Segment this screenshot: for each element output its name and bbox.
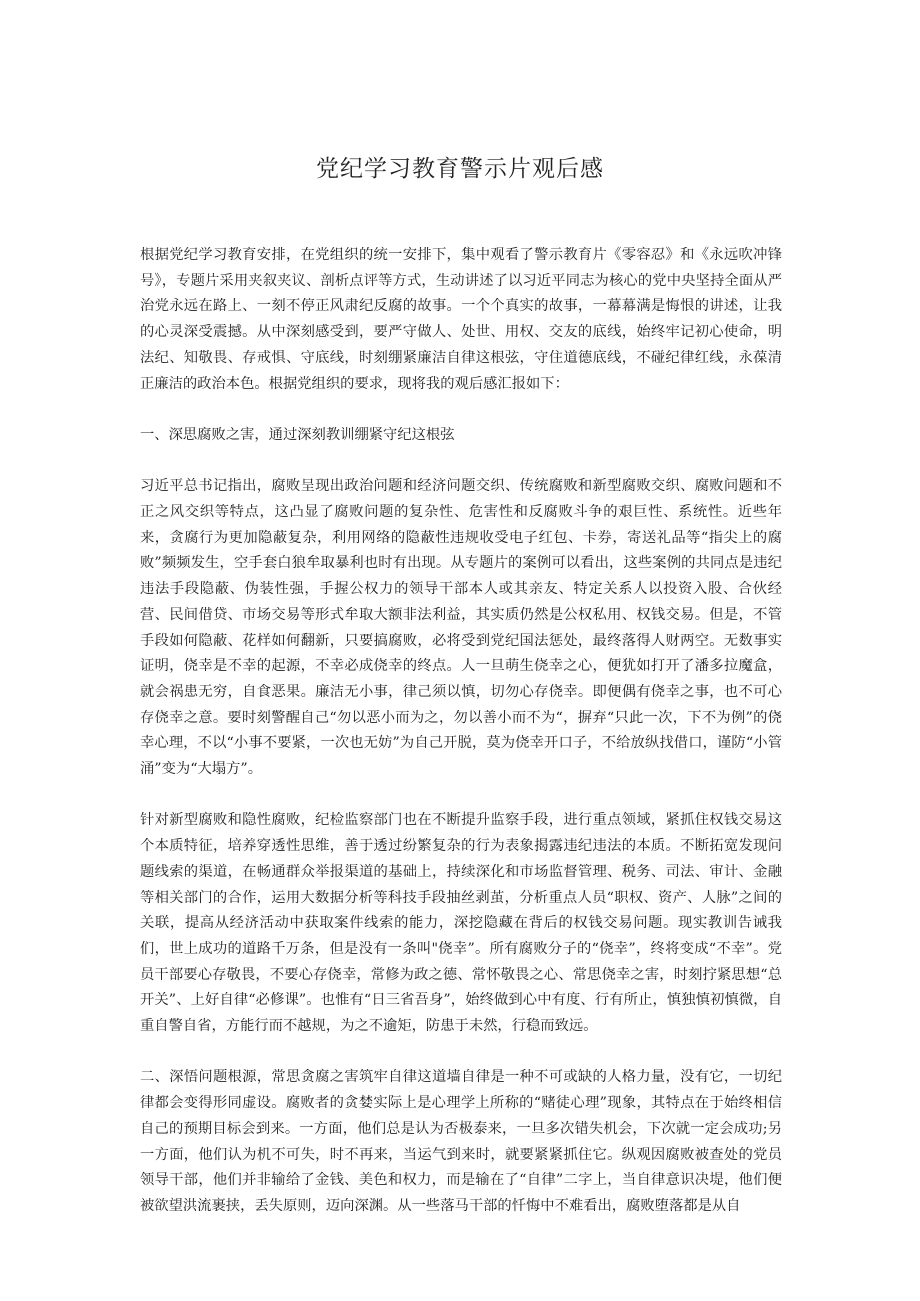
paragraph-intro: 根据党纪学习教育安排，在党组织的统一安排下，集中观看了警示教育片《零容忍》和《永远吹冲锋号》，专题片采用夹叙夹议、剖析点评等方式，生动讲述了以习近平同志为核心的党中央坚持全面从严治党永远在路上、一刻不停正风肃纪反腐的故事。一个个真实的故事，一幕幕满是悔恨的讲述，让我的心灵深受震撼。从中深刻感受到，要严守做人、处世、用权、交友的底线，始终牢记初心使命，明法纪、知敬畏、存戒惧、守底线，时刻绷紧廉洁自律这根弦，守住道德底线，不碰纪律红线，永葆清正廉洁的政治本色。根据党组织的要求，现将我的观后感汇报如下： [140,247,782,392]
paragraph-gap [140,449,782,475]
section-heading-1: 一、深思腐败之害，通过深刻教训绷紧守纪这根弦 [140,426,455,443]
paragraph-body-3: 二、深悟问题根源，常思贪腐之害筑牢自律这道墙自律是一种不可或缺的人格力量，没有它，一切纪律都会变得形同虚设。腐败者的贪婪实际上是心理学上所称的“赌徒心理”现象，其特点在于始终相信自己的预期目标会到来。一方面，他们总是认为否极泰来，一旦多次错失机会，下次就一定会成功;另一方面，他们认为机不可失，时不再来，当运气到来时，就要紧紧抓住它。纵观因腐败被查处的党员领导干部，他们并非输给了金钱、美色和权力，而是输在了“自律”二字上，当自律意识决堤，他们便被欲望洪流裹挟，丢失原则，迈向深渊。从一些落马干部的忏悔中不难看出，腐败堕落都是从自 [140,1069,782,1214]
paragraph-gap [140,783,782,809]
paragraph-gap [140,397,782,423]
paragraph-body-1: 习近平总书记指出，腐败呈现出政治问题和经济问题交织、传统腐败和新型腐败交织、腐败问题和不正之风交织等特点，这凸显了腐败问题的复杂性、危害性和反腐败斗争的艰巨性、系统性。近些年来，贪腐行为更加隐蔽复杂，利用网络的隐蔽性违规收受电子红包、卡券，寄送礼品等“指尖上的腐败”频频发生，空手套白狼牟取暴利也时有出现。从专题片的案例可以看出，这些案例的共同点是违纪违法手段隐蔽、伪装性强，手握公权力的领导干部本人或其亲友、特定关系人以投资入股、合伙经营、民间借贷、市场交易等形式牟取大额非法利益，其实质仍然是公权私用、权钱交易。但是，不管手段如何隐蔽、花样如何翻新，只要搞腐败，必将受到党纪国法惩处，最终落得人财两空。无数事实证明，侥幸是不幸的起源，不幸必成侥幸的终点。人一旦萌生侥幸之心，便犹如打开了潘多拉魔盒，就会祸患无穷，自食恶果。廉洁无小事，律己须以慎，切勿心存侥幸。即便偶有侥幸之事，也不可心存侥幸之意。要时刻警醒自己“勿以恶小而为之，勿以善小而不为“，摒弃“只此一次，下不为例”的侥幸心理，不以“小事不要紧，一次也无妨”为自己开脱，莫为侥幸开口子，不给放纵找借口，谨防“小管涌”变为“大塌方”。 [140,478,782,778]
paragraph-body-2: 针对新型腐败和隐性腐败，纪检监察部门也在不断提升监察手段，进行重点领域，紧抓住权钱交易这个本质特征，培养穿透性思维，善于透过纷繁复杂的行为表象揭露违纪违法的本质。不断拓宽发现问题线索的渠道，在畅通群众举报渠道的基础上，持续深化和市场监督管理、税务、司法、审计、金融等相关部门的合作，运用大数据分析等科技手段抽丝剥茧，分析重点人员“职权、资产、人脉”之间的关联，提高从经济活动中获取案件线索的能力，深挖隐藏在背后的权钱交易问题。现实教训告诫我们，世上成功的道路千万条，但是没有一条叫"侥幸”。所有腐败分子的“侥幸”，终将变成“不幸”。党员干部要心存敬畏，不要心存侥幸，常修为政之德、常怀敬畏之心、常思侥幸之害，时刻拧紧思想“总开关”、上好自律“必修课”。也惟有“日三省吾身”，始终做到心中有度、行有所止，慎独慎初慎微，自重自警自省，方能行而不越规，为之不逾矩，防患于未然，行稳而致远。 [140,812,782,1035]
document-body [140,243,782,1220]
paragraph-gap [140,1040,782,1066]
document-title: 党纪学习教育警示片观后感 [316,156,604,182]
